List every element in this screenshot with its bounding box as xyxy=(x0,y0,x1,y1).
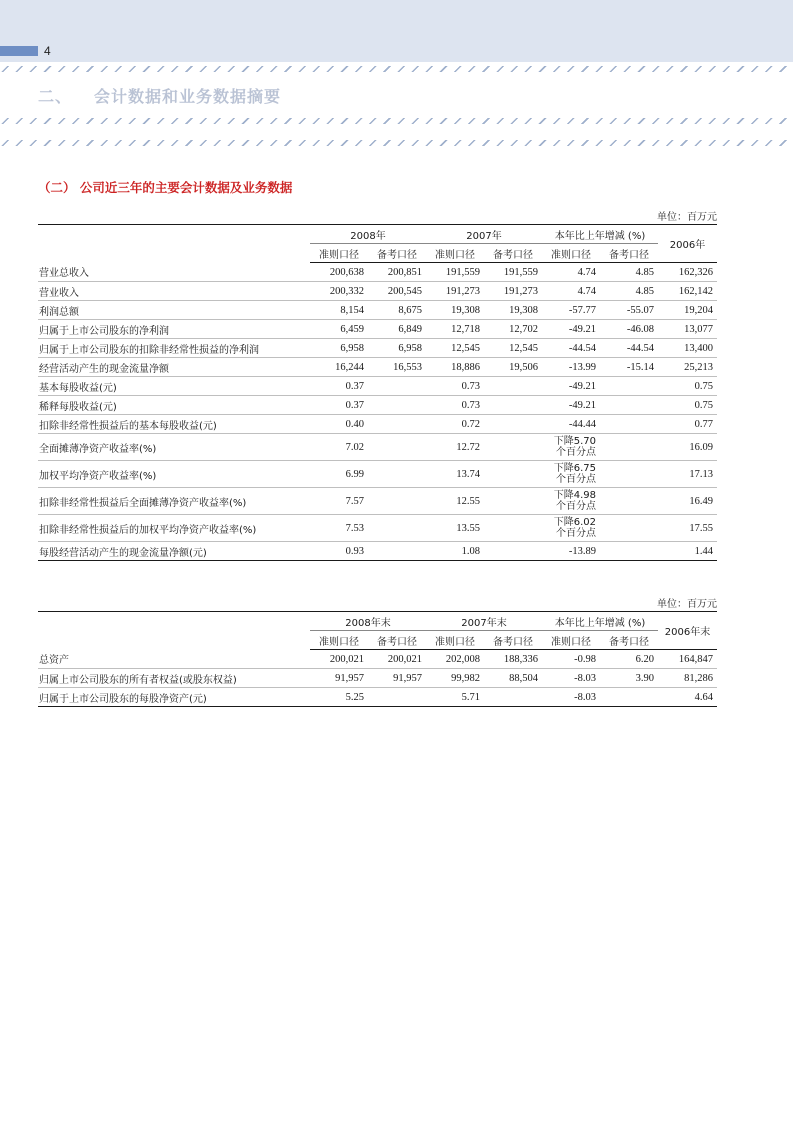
table-cell: -49.21 xyxy=(542,396,600,415)
section-title xyxy=(38,84,281,107)
table-cell xyxy=(600,396,658,415)
sub-col: 备考口径 xyxy=(600,631,658,650)
table-cell: 12,702 xyxy=(484,320,542,339)
table-cell: 4.85 xyxy=(600,263,658,282)
table-cell: 13.55 xyxy=(426,515,484,542)
table-cell: 16.49 xyxy=(658,488,717,515)
table-cell xyxy=(600,461,658,488)
table-row xyxy=(38,377,717,396)
table-cell: -0.98 xyxy=(542,650,600,669)
row-label: 基本每股收益(元) xyxy=(38,377,310,396)
table-cell: 16.09 xyxy=(658,434,717,461)
table-cell: -15.14 xyxy=(600,358,658,377)
table-row xyxy=(38,542,717,561)
table-cell: -57.77 xyxy=(542,301,600,320)
table-cell xyxy=(600,542,658,561)
table-cell xyxy=(484,396,542,415)
table-cell: 7.02 xyxy=(310,434,368,461)
table-cell: -13.89 xyxy=(542,542,600,561)
table-cell: 6,459 xyxy=(310,320,368,339)
table-cell xyxy=(368,688,426,707)
table-cell xyxy=(368,488,426,515)
table-cell xyxy=(484,461,542,488)
row-label: 总资产 xyxy=(38,650,310,669)
header-band xyxy=(0,0,793,62)
table-cell xyxy=(600,488,658,515)
table-row xyxy=(38,301,717,320)
table-cell: 6,958 xyxy=(310,339,368,358)
table-cell: -44.44 xyxy=(542,415,600,434)
table-cell xyxy=(368,461,426,488)
table-cell: 17.13 xyxy=(658,461,717,488)
table-cell: 191,273 xyxy=(426,282,484,301)
table-cell xyxy=(600,688,658,707)
table-cell: 0.73 xyxy=(426,396,484,415)
col-2008-end: 2008年末 xyxy=(310,612,426,631)
table-cell: 8,675 xyxy=(368,301,426,320)
table-row xyxy=(38,488,717,515)
row-label: 全面摊薄净资产收益率(%) xyxy=(38,434,310,461)
table-row xyxy=(38,434,717,461)
sub-col: 准则口径 xyxy=(310,631,368,650)
label-header xyxy=(38,612,310,650)
table-cell: 88,504 xyxy=(484,669,542,688)
table-row xyxy=(38,461,717,488)
table-cell: 8,154 xyxy=(310,301,368,320)
sub-col: 准则口径 xyxy=(426,244,484,263)
row-label: 加权平均净资产收益率(%) xyxy=(38,461,310,488)
table-row xyxy=(38,688,717,707)
table-cell: 下降6.02 个百分点 xyxy=(542,515,600,542)
table-cell: 4.74 xyxy=(542,263,600,282)
col-change: 本年比上年增减 (%) xyxy=(542,225,658,244)
table-cell: 191,273 xyxy=(484,282,542,301)
sub-col: 备考口径 xyxy=(368,631,426,650)
col-change: 本年比上年增减 (%) xyxy=(542,612,658,631)
table-cell: 3.90 xyxy=(600,669,658,688)
row-label: 归属上市公司股东的所有者权益(或股东权益) xyxy=(38,669,310,688)
table-cell: 12.55 xyxy=(426,488,484,515)
table-row xyxy=(38,650,717,669)
divider xyxy=(0,66,793,72)
table-cell: 12,718 xyxy=(426,320,484,339)
table-cell: 下降6.75 个百分点 xyxy=(542,461,600,488)
col-2007-end: 2007年末 xyxy=(426,612,542,631)
table-cell: 下降5.70 个百分点 xyxy=(542,434,600,461)
table-cell: 188,336 xyxy=(484,650,542,669)
table-cell: 200,021 xyxy=(368,650,426,669)
table-cell xyxy=(368,434,426,461)
section-number: 二、 xyxy=(38,87,73,106)
table-cell: 91,957 xyxy=(368,669,426,688)
table-cell: 1.44 xyxy=(658,542,717,561)
row-label: 经营活动产生的现金流量净额 xyxy=(38,358,310,377)
subsection-title: （二） 公司近三年的主要会计数据及业务数据 xyxy=(38,180,293,195)
col-2008: 2008年 xyxy=(310,225,426,244)
table-cell: 0.75 xyxy=(658,396,717,415)
balance-data-table xyxy=(38,611,717,707)
table-cell: 17.55 xyxy=(658,515,717,542)
row-label: 营业总收入 xyxy=(38,263,310,282)
table-cell: 5.25 xyxy=(310,688,368,707)
table-cell: 18,886 xyxy=(426,358,484,377)
table-cell: 200,851 xyxy=(368,263,426,282)
table-cell: 0.37 xyxy=(310,396,368,415)
sub-col: 备考口径 xyxy=(600,244,658,263)
table-cell: -8.03 xyxy=(542,669,600,688)
table-cell: 200,638 xyxy=(310,263,368,282)
table-row xyxy=(38,339,717,358)
table-cell xyxy=(484,542,542,561)
table-row xyxy=(38,396,717,415)
table-cell: -49.21 xyxy=(542,320,600,339)
table-cell: 191,559 xyxy=(426,263,484,282)
table-cell: 81,286 xyxy=(658,669,717,688)
table-cell: 164,847 xyxy=(658,650,717,669)
table-cell xyxy=(600,415,658,434)
table-cell: -46.08 xyxy=(600,320,658,339)
table-cell: -44.54 xyxy=(600,339,658,358)
table-cell: 19,308 xyxy=(484,301,542,320)
row-label: 归属于上市公司股东的每股净资产(元) xyxy=(38,688,310,707)
table-cell xyxy=(600,377,658,396)
table-cell: 4.64 xyxy=(658,688,717,707)
table-cell: 200,021 xyxy=(310,650,368,669)
sub-col: 准则口径 xyxy=(426,631,484,650)
row-label: 扣除非经常性损益后的基本每股收益(元) xyxy=(38,415,310,434)
sub-col: 备考口径 xyxy=(484,244,542,263)
table-cell: -55.07 xyxy=(600,301,658,320)
unit-label: 单位：百万元 xyxy=(657,599,717,610)
label-header xyxy=(38,225,310,263)
row-label: 稀释每股收益(元) xyxy=(38,396,310,415)
table-cell: 19,308 xyxy=(426,301,484,320)
sub-col: 准则口径 xyxy=(542,631,600,650)
table-cell: 12,545 xyxy=(426,339,484,358)
table-cell: 0.73 xyxy=(426,377,484,396)
table-cell: 1.08 xyxy=(426,542,484,561)
table-cell: 99,982 xyxy=(426,669,484,688)
section-title-text: 会计数据和业务数据摘要 xyxy=(94,87,282,106)
row-label: 每股经营活动产生的现金流量净额(元) xyxy=(38,542,310,561)
accounting-data-table xyxy=(38,224,717,561)
table-cell: 0.37 xyxy=(310,377,368,396)
table-cell: -44.54 xyxy=(542,339,600,358)
divider xyxy=(0,140,793,146)
table-cell: 162,142 xyxy=(658,282,717,301)
table-row xyxy=(38,358,717,377)
table-cell: 7.57 xyxy=(310,488,368,515)
table-cell: 下降4.98 个百分点 xyxy=(542,488,600,515)
table-cell: 6,958 xyxy=(368,339,426,358)
table-cell: 12.72 xyxy=(426,434,484,461)
table-cell: 4.74 xyxy=(542,282,600,301)
table-cell xyxy=(484,415,542,434)
table-cell: 0.40 xyxy=(310,415,368,434)
table-cell xyxy=(484,377,542,396)
table-row xyxy=(38,669,717,688)
table-cell: 5.71 xyxy=(426,688,484,707)
table-cell xyxy=(368,542,426,561)
sub-col: 备考口径 xyxy=(484,631,542,650)
table-row xyxy=(38,320,717,339)
row-label: 归属于上市公司股东的扣除非经常性损益的净利润 xyxy=(38,339,310,358)
table-cell xyxy=(368,515,426,542)
row-label: 扣除非经常性损益后全面摊薄净资产收益率(%) xyxy=(38,488,310,515)
table-cell: 19,204 xyxy=(658,301,717,320)
table-cell: 200,545 xyxy=(368,282,426,301)
table-row xyxy=(38,415,717,434)
table-cell: 200,332 xyxy=(310,282,368,301)
table-cell: -13.99 xyxy=(542,358,600,377)
divider xyxy=(0,118,793,124)
table-cell: 162,326 xyxy=(658,263,717,282)
page-marker xyxy=(0,46,38,56)
sub-col: 准则口径 xyxy=(542,244,600,263)
table-cell xyxy=(368,396,426,415)
table-cell xyxy=(484,515,542,542)
col-2006-end: 2006年末 xyxy=(658,612,717,650)
table-cell xyxy=(484,488,542,515)
table-cell: 7.53 xyxy=(310,515,368,542)
table-cell: 6.20 xyxy=(600,650,658,669)
table-cell: 0.72 xyxy=(426,415,484,434)
col-2007: 2007年 xyxy=(426,225,542,244)
row-label: 归属于上市公司股东的净利润 xyxy=(38,320,310,339)
table-cell: 6.99 xyxy=(310,461,368,488)
table-cell: 191,559 xyxy=(484,263,542,282)
table-cell: 16,553 xyxy=(368,358,426,377)
col-2006: 2006年 xyxy=(658,225,717,263)
row-label: 扣除非经常性损益后的加权平均净资产收益率(%) xyxy=(38,515,310,542)
table-cell: 0.77 xyxy=(658,415,717,434)
table-cell: 0.75 xyxy=(658,377,717,396)
table-cell: -49.21 xyxy=(542,377,600,396)
table-cell: 13,400 xyxy=(658,339,717,358)
sub-col: 备考口径 xyxy=(368,244,426,263)
row-label: 营业收入 xyxy=(38,282,310,301)
table-cell: 0.93 xyxy=(310,542,368,561)
table-row xyxy=(38,282,717,301)
table-cell: 6,849 xyxy=(368,320,426,339)
table-cell xyxy=(600,515,658,542)
table-cell: 13.74 xyxy=(426,461,484,488)
table-cell: 25,213 xyxy=(658,358,717,377)
table-cell: 12,545 xyxy=(484,339,542,358)
page-number: 4 xyxy=(44,44,51,58)
sub-col: 准则口径 xyxy=(310,244,368,263)
table-cell: -8.03 xyxy=(542,688,600,707)
table-cell xyxy=(368,415,426,434)
table-row xyxy=(38,515,717,542)
table-cell: 19,506 xyxy=(484,358,542,377)
unit-label: 单位：百万元 xyxy=(657,212,717,223)
table-cell: 202,008 xyxy=(426,650,484,669)
table-cell: 91,957 xyxy=(310,669,368,688)
table-cell: 4.85 xyxy=(600,282,658,301)
table-cell: 16,244 xyxy=(310,358,368,377)
table-row xyxy=(38,263,717,282)
row-label: 利润总额 xyxy=(38,301,310,320)
table-cell xyxy=(368,377,426,396)
table-cell: 13,077 xyxy=(658,320,717,339)
table-cell xyxy=(484,434,542,461)
table-cell xyxy=(600,434,658,461)
table-cell xyxy=(484,688,542,707)
